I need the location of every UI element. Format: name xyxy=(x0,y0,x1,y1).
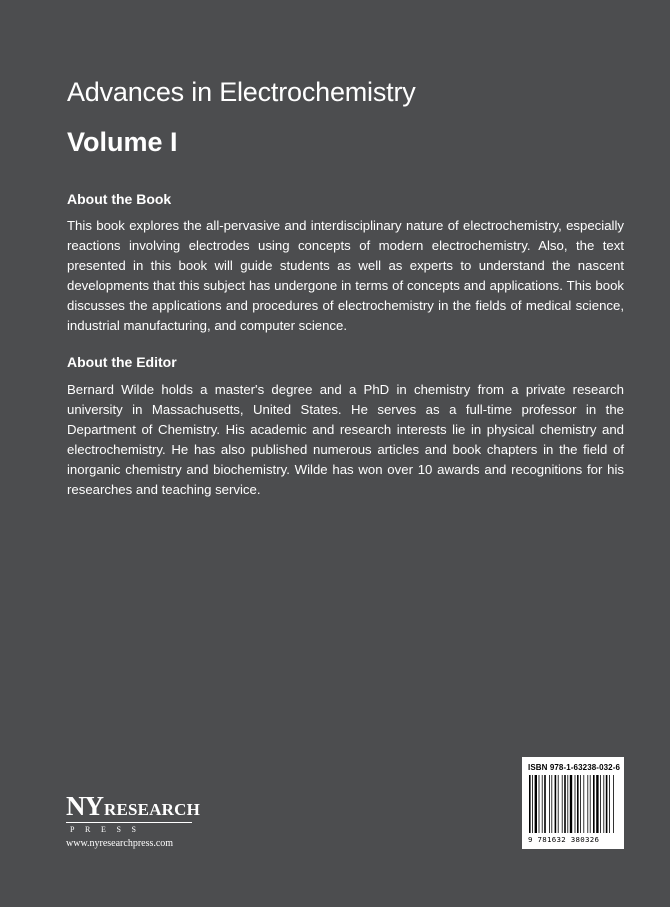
publisher-website: www.nyresearchpress.com xyxy=(66,838,174,849)
logo-research-text: RESEARCH xyxy=(104,800,201,819)
about-book-heading: About the Book xyxy=(67,191,172,207)
logo-ny-text: NY xyxy=(66,791,103,821)
volume-label: Volume I xyxy=(67,127,178,157)
book-title: Advances in Electrochemistry xyxy=(67,77,416,107)
publisher-logo xyxy=(66,791,201,835)
isbn-barcode-box xyxy=(522,757,624,849)
logo-divider xyxy=(66,822,192,823)
isbn-label: ISBN 978-1-63238-032-6 xyxy=(528,763,621,772)
logo-press-text: PRESS xyxy=(70,825,147,834)
about-book-text: This book explores the all-pervasive and interdisciplinary nature of electrochemistry, especially reactions involving electrodes using concepts of modern electrochemistry. Also, the text presented in this book will guide students as well as experts to understand the nascent developments that this subject has undergone in terms of concepts and applications. This book discusses the applications and procedures of electrochemistry in the fields of medical science, industrial manufacturing, and computer science. xyxy=(67,218,624,333)
about-editor-heading: About the Editor xyxy=(67,354,177,370)
barcode-icon xyxy=(528,775,618,835)
about-editor-text: Bernard Wilde holds a master's degree and a PhD in chemistry from a private research university in Massachusetts, United States. He serves as a full-time professor in the Department of Chemistry. His academic and research interests lie in physical chemistry and electrochemistry. He has also published numerous articles and book chapters in the field of inorganic chemistry and biochemistry. Wilde has won over 10 awards and recognitions for his researches and teaching service. xyxy=(67,382,624,497)
barcode-digits: 9 781632 380326 xyxy=(528,835,600,844)
